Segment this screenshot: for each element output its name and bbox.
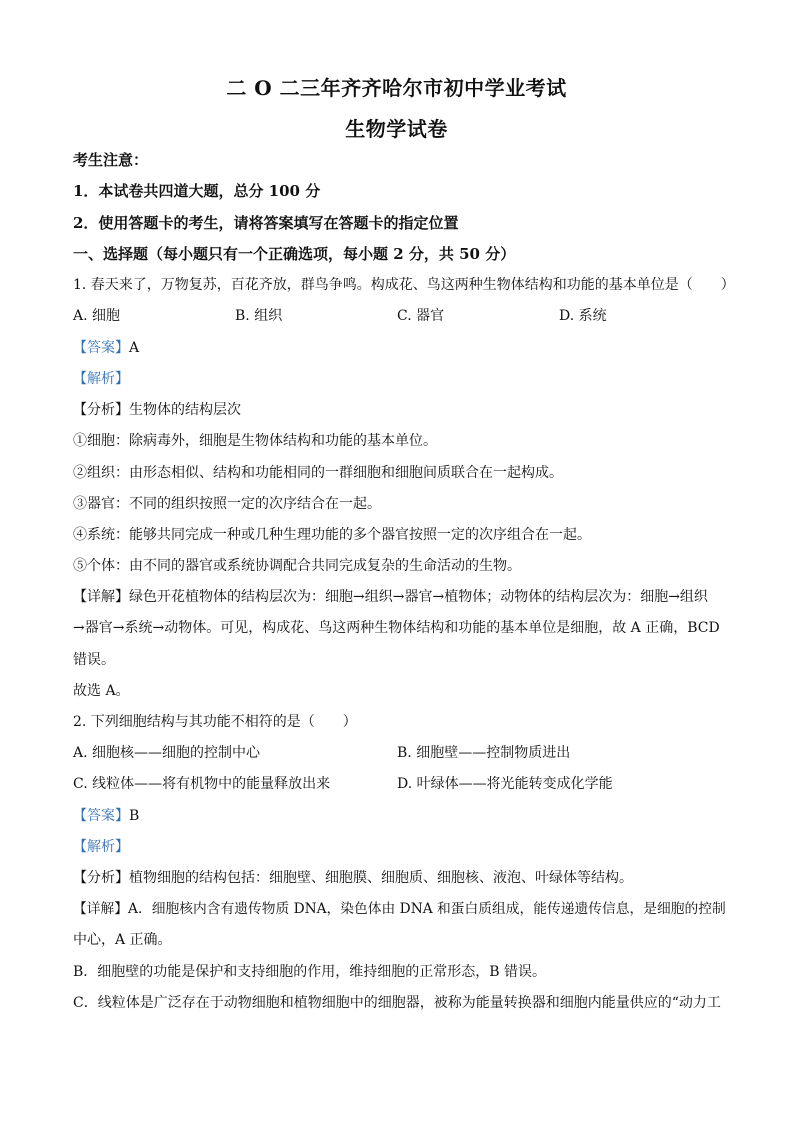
q1-option-d: D. 系统	[559, 308, 607, 324]
fenxi-text: 生物体的结构层次	[129, 402, 241, 418]
detail-tag: 【详解】	[73, 901, 129, 917]
q1-fenxi	[73, 400, 733, 420]
q1-point-5: ⑤个体：由不同的器官或系统协调配合共同完成复杂的生命活动的生物。	[73, 558, 521, 574]
answer-tag: 【答案】	[73, 340, 129, 356]
q1-point-1: ①细胞：除病毒外，细胞是生物体结构和功能的基本单位。	[73, 433, 437, 449]
fenxi-tag: 【分析】	[73, 870, 129, 886]
notice-heading: 考生注意：	[73, 151, 149, 169]
exam-subtitle: 生物学试卷	[345, 117, 448, 141]
q1-point-2: ②组织：由形态相似、结构和功能相同的一群细胞和细胞间质联合在一起构成。	[73, 465, 563, 481]
q1-option-c: C. 器官	[397, 308, 445, 324]
q2-option-b: B. 细胞壁——控制物质进出	[397, 745, 571, 761]
q2-option-d: D. 叶绿体——将光能转变成化学能	[397, 776, 613, 792]
q2-fenxi	[73, 868, 733, 888]
q1-detail-3: 错误。	[73, 652, 115, 668]
fenxi-tag: 【分析】	[73, 402, 129, 418]
q2-detail-4: C．线粒体是广泛存在于动物细胞和植物细胞中的细胞器，被称为能量转换器和细胞内能量供应的“动力工	[73, 995, 721, 1011]
answer-tag: 【答案】	[73, 808, 129, 824]
notice-item-1: 1．本试卷共四道大题，总分 100 分	[73, 182, 321, 200]
q1-point-3: ③器官：不同的组织按照一定的次序结合在一起。	[73, 496, 381, 512]
q2-detail-3: B．细胞壁的功能是保护和支持细胞的作用，维持细胞的正常形态，B 错误。	[73, 964, 547, 980]
q2-detail-1	[73, 899, 733, 919]
q2-option-c: C. 线粒体——将有机物中的能量释放出来	[73, 776, 331, 792]
q1-stem: 1. 春天来了，万物复苏，百花齐放，群鸟争鸣。构成花、鸟这两种生物体结构和功能的基本单位是（ ）	[73, 277, 735, 293]
q1-option-a: A. 细胞	[73, 308, 121, 324]
q2-stem: 2. 下列细胞结构与其功能不相符的是（ ）	[73, 714, 357, 730]
detail-text: A．细胞核内含有遗传物质 DNA，染色体由 DNA 和蛋白质组成，能传递遗传信息，是细胞的控制	[128, 901, 726, 917]
analysis-tag: 【解析】	[73, 839, 129, 855]
q1-detail-1	[73, 587, 733, 607]
q1-answer	[73, 338, 733, 358]
answer-value: A	[129, 340, 140, 356]
q1-point-4: ④系统：能够共同完成一种或几种生理功能的多个器官按照一定的次序组合在一起。	[73, 527, 591, 543]
q1-option-b: B. 组织	[235, 308, 283, 324]
analysis-tag: 【解析】	[73, 371, 129, 387]
answer-value: B	[129, 808, 140, 824]
detail-tag: 【详解】	[73, 589, 129, 605]
section-heading: 一、选择题（每小题只有一个正确选项，每小题 2 分，共 50 分）	[73, 245, 516, 263]
q1-detail-2: →器官→系统→动物体。可见，构成花、鸟这两种生物体结构和功能的基本单位是细胞，故 A 正确，BCD	[73, 620, 720, 636]
q1-choose: 故选 A。	[73, 683, 130, 699]
q2-detail-2: 中心，A 正确。	[73, 932, 172, 948]
q1-analysis-tag	[73, 369, 733, 389]
q2-answer	[73, 806, 733, 826]
fenxi-text: 植物细胞的结构包括：细胞壁、细胞膜、细胞质、细胞核、液泡、叶绿体等结构。	[129, 870, 633, 886]
q2-analysis-tag	[73, 837, 733, 857]
exam-title: 二 O 二三年齐齐哈尔市初中学业考试	[226, 76, 567, 100]
detail-text: 绿色开花植物体的结构层次为：细胞→组织→器官→植物体；动物体的结构层次为：细胞→组织	[129, 589, 708, 605]
q2-option-a: A. 细胞核——细胞的控制中心	[73, 745, 261, 761]
notice-item-2: 2．使用答题卡的考生，请将答案填写在答题卡的指定位置	[73, 214, 459, 232]
